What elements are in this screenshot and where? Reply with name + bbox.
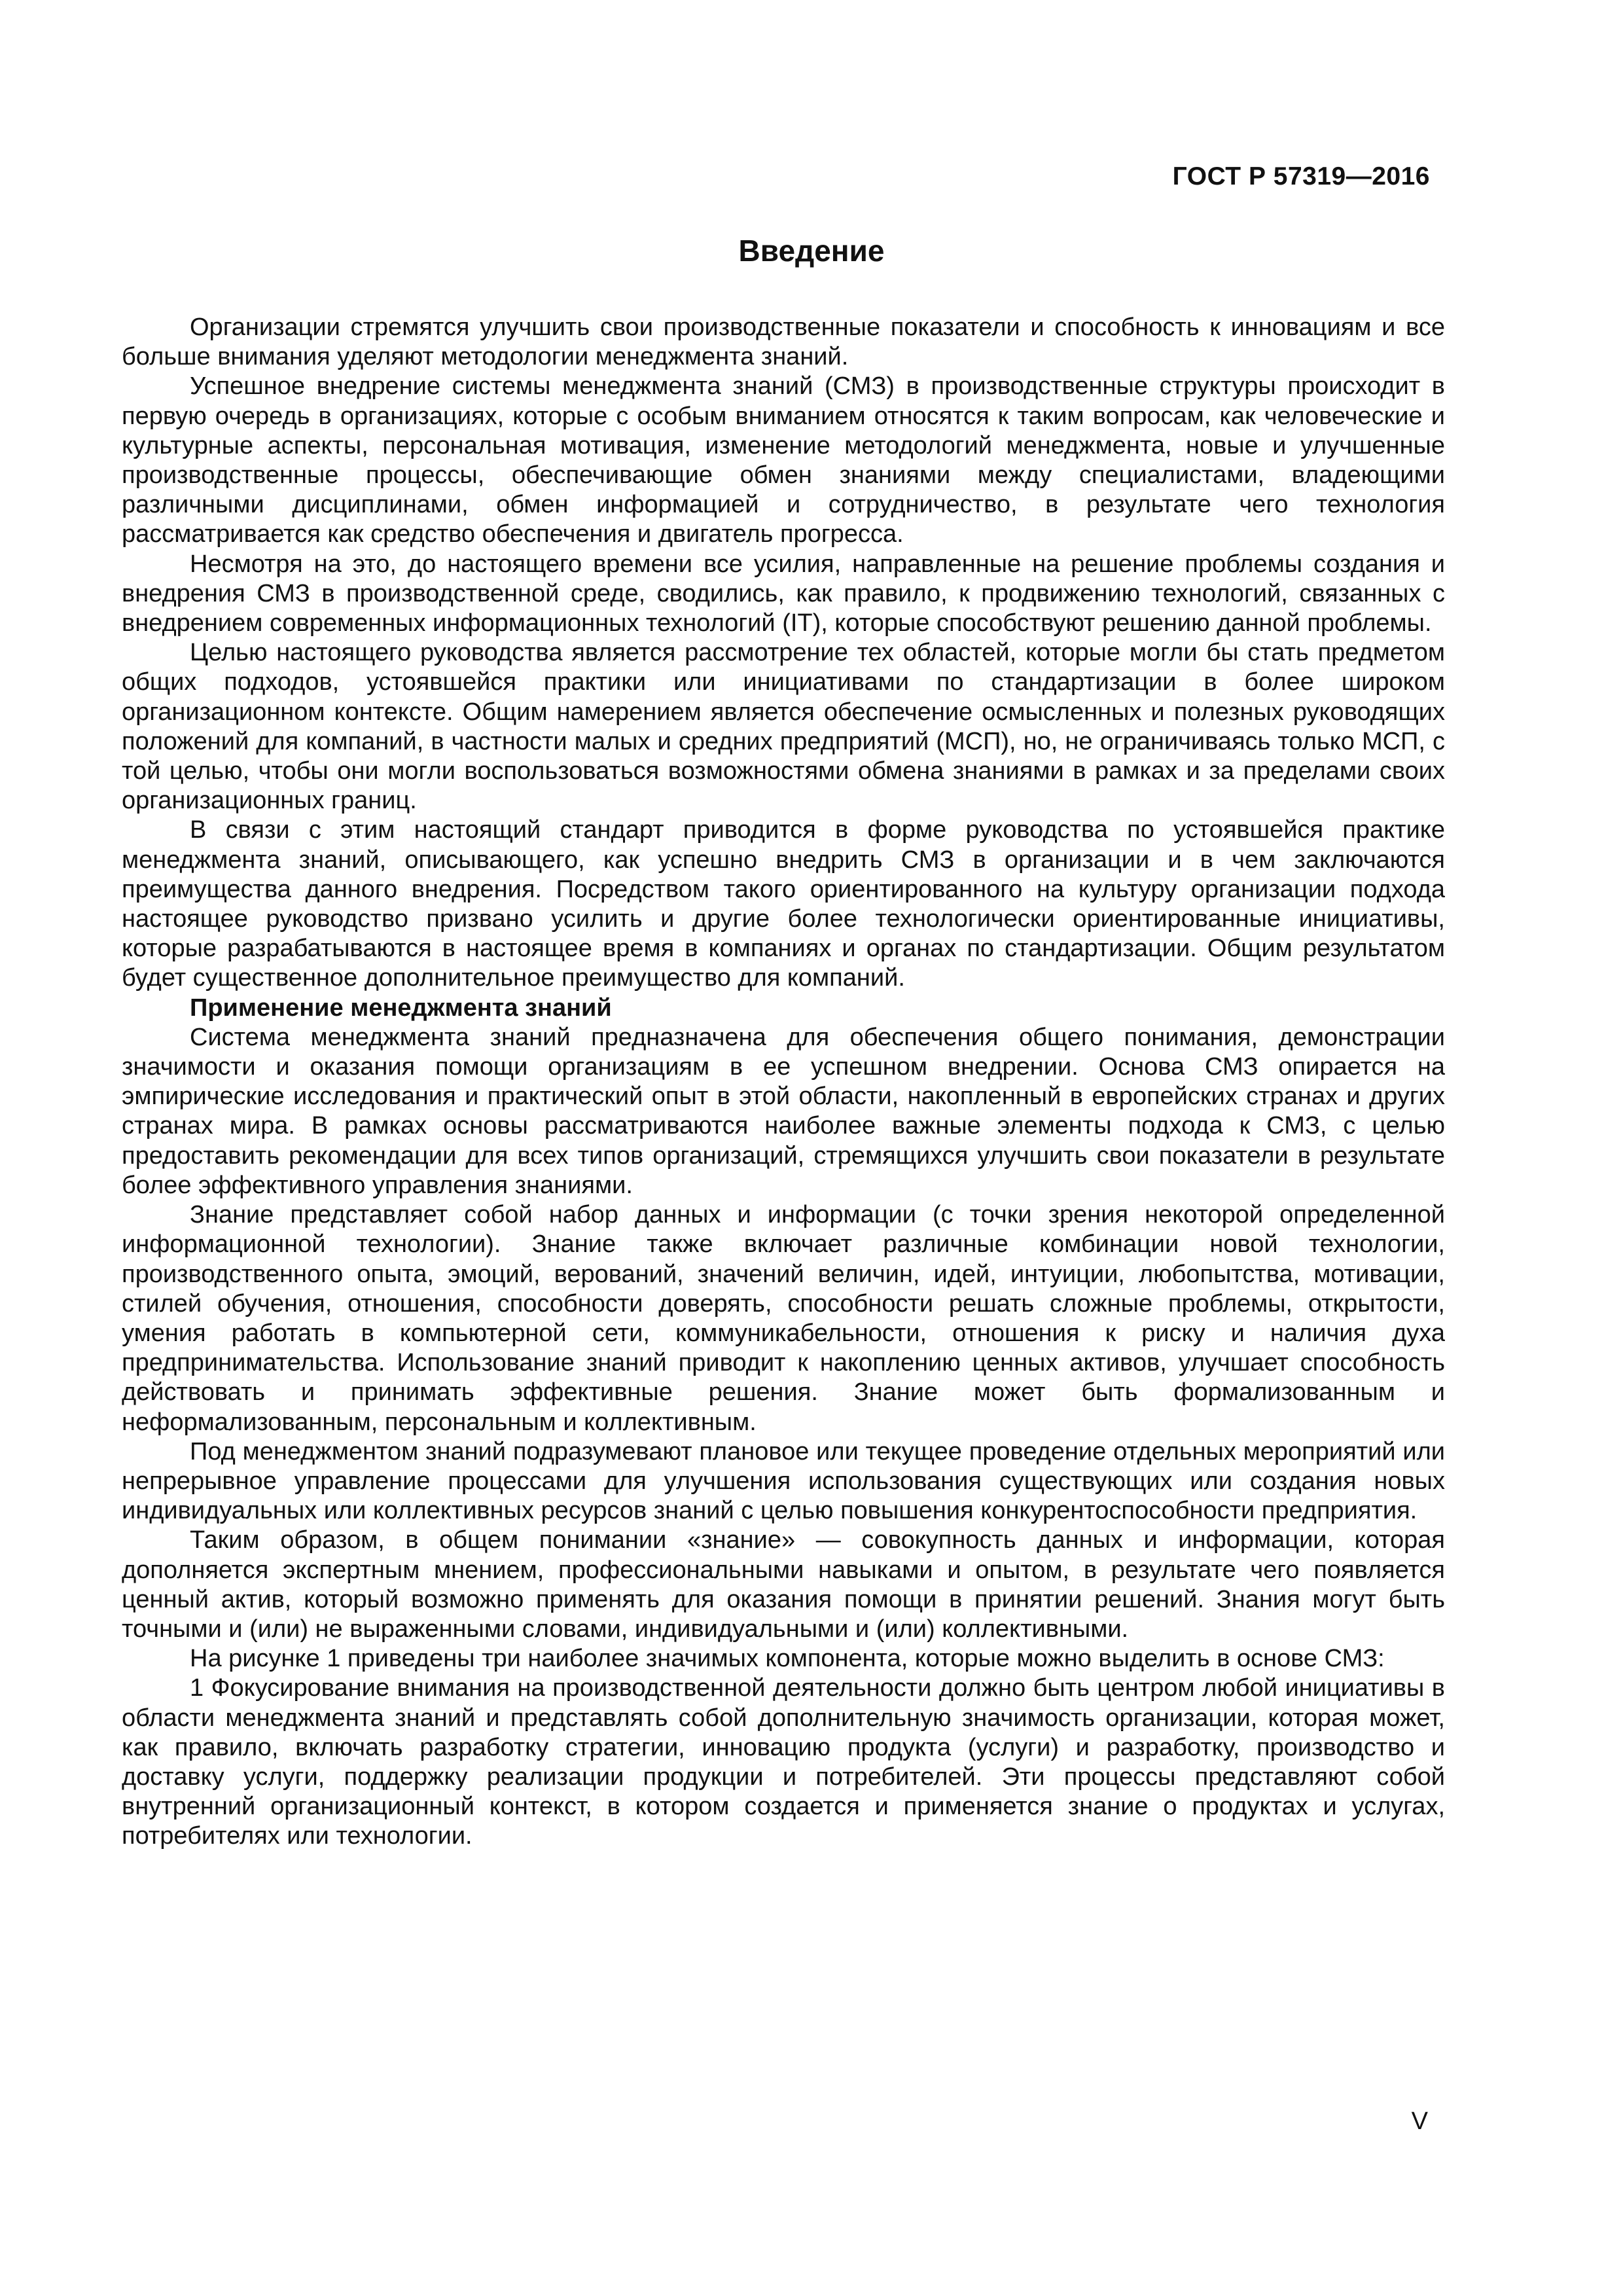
paragraph: Организации стремятся улучшить свои производственные показатели и способность к инновациям и все больше внимания уделяют методологии менеджмента знаний. — [122, 314, 1445, 371]
list-item: 1 Фокусирование внимания на производственной деятельности должно быть центром любой инициативы в области менеджмента знаний и представлять собой дополнительную значимость организации, которая может, как правило, включать разработку стратегии, инновацию продукта (услуги) и разработку, производство и доставку услуги, поддержку реализации продукции и потребителей. Эти процессы представляют собой внутренний организационный контекст, в котором создается и применяется знание о продуктах и услугах, потребителях или технологии. — [122, 1674, 1445, 1850]
paragraph: На рисунке 1 приведены три наиболее значимых компонента, которые можно выделить в основе СМЗ: — [190, 1645, 1385, 1673]
section-heading: Применение менеджмента знаний — [190, 994, 612, 1022]
page-number: V — [1411, 2108, 1428, 2135]
paragraph: Таким образом, в общем понимании «знание» — совокупность данных и информации, которая дополняется экспертным мнением, профессиональными навыками и опытом, в результате чего появляется ценный актив, который возможно применять для оказания помощи в принятии решений. Знания могут быть точными и (или) не выраженными словами, индивидуальными и (или) коллективными. — [122, 1526, 1445, 1643]
paragraph: Под менеджментом знаний подразумевают плановое или текущее проведение отдельных мероприятий или непрерывное управление процессами для улучшения использования существующих или создания новых индивидуальных или коллективных ресурсов знаний с целью повышения конкурентоспособности предприятия. — [122, 1437, 1445, 1525]
paragraph: Успешное внедрение системы менеджмента знаний (СМЗ) в производственные структуры происходит в первую очередь в организациях, которые с особым вниманием относятся к таким вопросам, как человеческие и культурные аспекты, персональная мотивация, изменение методологий менеджмента, новые и улучшенные производственные процессы, обеспечивающие обмен знаниями между специалистами, владеющими различными дисциплинами, обмен информацией и сотрудничество, в результате чего технология рассматривается как средство обеспечения и двигатель прогресса. — [122, 372, 1445, 548]
page-title: Введение — [738, 234, 885, 268]
paragraph: Несмотря на это, до настоящего времени все усилия, направленные на решение проблемы создания и внедрения СМЗ в производственной среде, сводились, как правило, к продвижению технологий, связанных с внедрением современных информационных технологий (IT), которые способствуют решению данной проблемы. — [122, 550, 1445, 637]
body-text — [122, 313, 1445, 1852]
paragraph: Система менеджмента знаний предназначена для обеспечения общего понимания, демонстрации значимости и оказания помощи организациям в ее успешном внедрении. Основа СМЗ опирается на эмпирические исследования и практический опыт в этой области, накопленный в европейских странах и других странах мира. В рамках основы рассматриваются наиболее важные элементы подхода к СМЗ, с целью предоставить рекомендации для всех типов организаций, стремящихся улучшить свои показатели в результате более эффективного управления знаниями. — [122, 1023, 1445, 1199]
document-code: ГОСТ Р 57319—2016 — [1172, 162, 1430, 190]
paragraph: Знание представляет собой набор данных и информации (с точки зрения некоторой определенной информационной технологии). Знание также включает различные комбинации новой технологии, производственного опыта, эмоций, верований, значений величин, идей, интуиции, любопытства, мотивации, стилей обучения, отношения, способности доверять, способности решать сложные проблемы, открытости, умения работать в компьютерной сети, коммуникабельности, отношения к риску и наличия духа предпринимательства. Использование знаний приводит к накоплению ценных активов, улучшает способность действовать и принимать эффективные решения. Знание может быть формализованным и неформализованным, персональным и коллективным. — [122, 1201, 1445, 1436]
paragraph: Целью настоящего руководства является рассмотрение тех областей, которые могли бы стать предметом общих подходов, устоявшейся практики или инициативами по стандартизации в более широком организационном контексте. Общим намерением является обеспечение осмысленных и полезных руководящих положений для компаний, в частности малых и средних предприятий (МСП), но, не ограничиваясь только МСП, с той целью, чтобы они могли воспользоваться возможностями обмена знаниями в рамках и за пределами своих организационных границ. — [122, 639, 1445, 815]
paragraph: В связи с этим настоящий стандарт приводится в форме руководства по устоявшейся практике менеджмента знаний, описывающего, как успешно внедрить СМЗ в организации и в чем заключаются преимущества данного внедрения. Посредством такого ориентированного на культуру организации подхода настоящее руководство призвано усилить и другие более технологически ориентированные инициативы, которые разрабатываются в настоящее время в компаниях и органах по стандартизации. Общим результатом будет существенное дополнительное преимущество для компаний. — [122, 816, 1445, 992]
